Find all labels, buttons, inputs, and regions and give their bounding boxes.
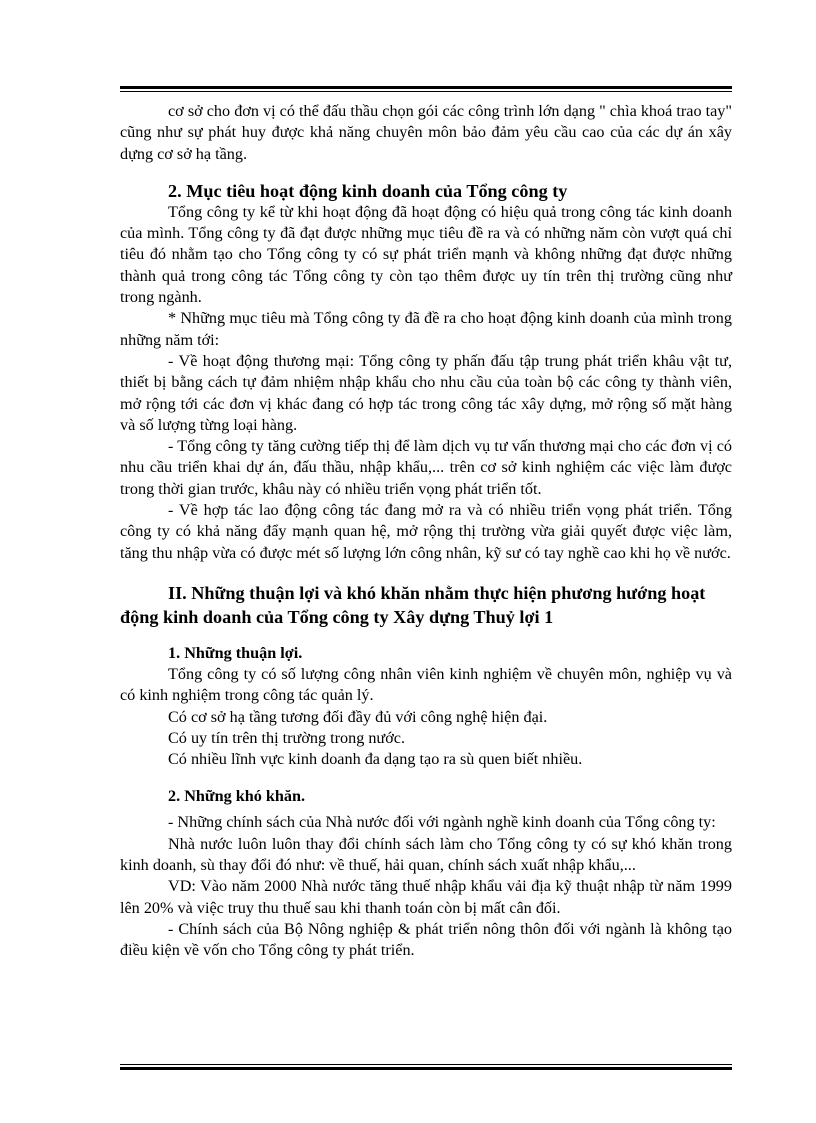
subsection-heading-advantages: 1. Những thuận lợi. [168, 643, 303, 662]
header-rule [120, 86, 732, 92]
paragraph: * Những mục tiêu mà Tổng công ty đã đề ra cho hoạt động kinh doanh của mình trong những năm tới: [120, 309, 732, 349]
paragraph: Tổng công ty có số lượng công nhân viên kinh nghiệm về chuyên môn, nghiệp vụ và có kinh nghiệm trong công tác quản lý. [120, 664, 732, 705]
footer-rule [120, 1064, 732, 1070]
document-body [120, 101, 732, 962]
paragraph: Nhà nước luôn luôn thay đổi chính sách làm cho Tổng công ty có sự khó khăn trong kinh doanh, sù thay đổi đó như: về thuế, hải quan, chính sách xuất nhập khẩu,... [120, 834, 732, 875]
paragraph: Có nhiều lĩnh vực kinh doanh đa dạng tạo ra sù quen biết nhiều. [168, 750, 583, 769]
paragraph: - Về hoạt động thương mại: Tổng công ty phấn đấu tập trung phát triển khâu vật tư, thiết bị bằng cách tự đảm nhiệm nhập khẩu cho nhu cầu của toàn bộ các công ty thành viên, mở rộng tới các đơn vị khác đang có hợp tác trong công tác xây dựng, mở rộng số mặt hàng và số lượng từng loại hàng. [120, 351, 732, 434]
paragraph: - Về hợp tác lao động công tác đang mở ra và có nhiều triển vọng phát triển. Tổng công ty có khả năng đẩy mạnh quan hệ, mở rộng thị trường vừa giải quyết được việc làm, tăng thu nhập vừa có được mét số lượng lớn công nhân, kỹ sư có tay nghề cao khi họ về nước. [120, 501, 732, 562]
paragraph: Có uy tín trên thị trường trong nước. [168, 728, 405, 747]
paragraph: - Chính sách của Bộ Nông nghiệp & phát triển nông thôn đối với ngành là không tạo điều kiện về vốn cho Tổng công ty phát triển. [120, 919, 732, 960]
section-heading-advantages-difficulties: II. Những thuận lợi và khó khăn nhằm thực hiện phương hướng hoạt động kinh doanh của Tổng công ty Xây dựng Thuỷ lợi 1 [120, 582, 706, 627]
subsection-heading-difficulties: 2. Những khó khăn. [168, 787, 306, 806]
paragraph: VD: Vào năm 2000 Nhà nước tăng thuế nhập khẩu vải địa kỹ thuật nhập từ năm 1999 lên 20% và việc truy thu thuế sau khi thanh toán còn bị mất cân đối. [120, 877, 732, 917]
section-heading-objectives: 2. Mục tiêu hoạt động kinh doanh của Tổng công ty [168, 180, 568, 201]
paragraph: Có cơ sở hạ tầng tương đối đầy đủ với công nghệ hiện đại. [168, 707, 548, 726]
continuation-paragraph: cơ sở cho đơn vị có thể đấu thầu chọn gói các công trình lớn dạng " chìa khoá trao tay" cũng như sự phát huy được khả năng chuyên môn bảo đảm yêu cầu cao của các dự án xây dựng cơ sở hạ tầng. [120, 102, 732, 163]
paragraph: - Tổng công ty tăng cường tiếp thị để làm dịch vụ tư vấn thương mại cho các đơn vị có nhu cầu triển khai dự án, đấu thầu, nhập khẩu,... trên cơ sở kinh nghiệm các việc làm được trong thời gian trước, khâu này có nhiều triển vọng phát triển tốt. [120, 437, 732, 498]
paragraph: Tổng công ty kể từ khi hoạt động đã hoạt động có hiệu quả trong công tác kinh doanh của mình. Tổng công ty đã đạt được những mục tiêu đề ra và có những năm còn vượt quá chỉ tiêu đó nhằm tạo cho Tổng công ty có sự phát triển mạnh và không những đạt được những thành quả trong công tác Tổng công ty còn tạo thêm được uy tín trên thị trường cũng như trong ngành. [120, 202, 732, 307]
paragraph: - Những chính sách của Nhà nước đối với ngành nghề kinh doanh của Tổng công ty: [168, 813, 716, 832]
